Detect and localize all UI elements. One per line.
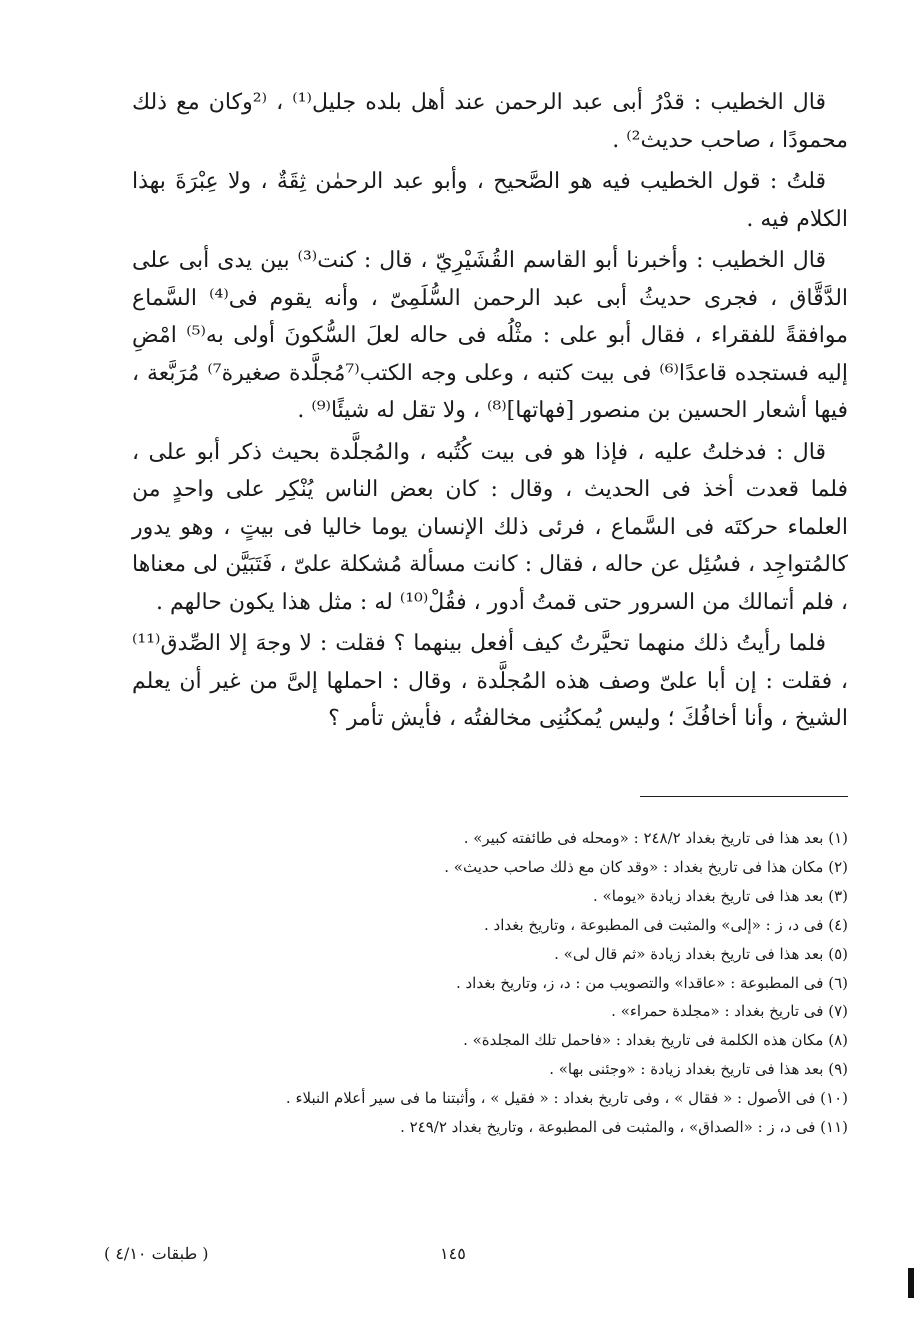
footnote-6: (٦) فى المطبوعة : «عاقدا» والتصويب من : د، ز، وتاريخ بغداد . (455, 973, 848, 992)
footnote-11: (١١) فى د، ز : «الصداق» ، والمثبت فى المطبوعة ، وتاريخ بغداد ٢٤٩/٢ . (400, 1118, 848, 1137)
footnote-7: (٧) فى تاريخ بغداد : «مجلدة حمراء» . (611, 1002, 848, 1021)
paragraph-1: قال الخطيب : قدْرُ أبى عبد الرحمن عند أهل بلده جليل⁽¹⁾ ، ⁽²وكان مع ذلك محمودًا ، صاحب حديث²⁾ . (132, 90, 848, 153)
footnote-5: (٥) بعد هذا فى تاريخ بغداد زيادة «ثم قال لى» . (554, 944, 848, 963)
page-number: ١٤٥ (440, 1244, 466, 1263)
footnote-3: (٣) بعد هذا فى تاريخ بغداد زيادة «يوما» . (593, 886, 848, 905)
footnote-9: (٩) بعد هذا فى تاريخ بغداد زيادة : «وجئنى بها» . (549, 1060, 848, 1079)
scan-edge-mark (908, 1268, 914, 1298)
footnote-separator (640, 796, 848, 797)
footnote-1: (١) بعد هذا فى تاريخ بغداد ٢٤٨/٢ : «ومحله فى طائفته كبير» . (463, 829, 848, 847)
signature-mark: ( طبقات ٤/١٠ ) (104, 1244, 209, 1263)
footnotes (132, 824, 848, 1142)
footnote-2: (٢) مكان هذا فى تاريخ بغداد : «وقد كان مع ذلك صاحب حديث» . (444, 857, 848, 876)
paragraph-3: قال الخطيب : وأخبرنا أبو القاسم القُشَيْرِيّ ، قال : كنت⁽³⁾ بين يدى أبى على الدَّقَّاق ، فجرى حديثُ أبى عبد الرحمن السُّلَمِىّ ، وأنه يقوم فى⁽⁴⁾ السَّماع موافقةً للفقراء ، فقال أبو على : مثْلُه فى حاله لعلَ السُّكونَ أولى به⁽⁵⁾ امْضِ إليه فستجده قاعدًا⁽⁶⁾ فى بيت كتبه ، وعلى وجه الكتب⁽⁷مُجلَّدة صغيرة⁷⁾ مُرَبَّعة ، فيها أشعار الحسين بن منصور [فهاتها]⁽⁸⁾ ، ولا تقل له شيئًا⁽⁹⁾ . (132, 248, 849, 423)
footnote-4: (٤) فى د، ز : «إلى» والمثبت فى المطبوعة ، وتاريخ بغداد . (484, 915, 848, 934)
paragraph-2: قلتُ : قول الخطيب فيه هو الصَّحيح ، وأبو عبد الرحمٰن ثِقَةٌ ، ولا عِبْرَةَ بهذا الكلام فيه . (132, 169, 848, 232)
footnote-8: (٨) مكان هذه الكلمة فى تاريخ بغداد : «فاحمل تلك المجلدة» . (463, 1031, 848, 1050)
paragraph-4: قال : فدخلتُ عليه ، فإذا هو فى بيت كُتُبه ، والمُجلَّدة بحيث ذكر أبو على ، فلما قعدت أخذ فى الحديث ، وقال : كان بعض الناس يُنْكِر على واحدٍ من العلماء حركتَه فى السَّماع ، فرئى ذلك الإنسان يوما خاليا فى بيتٍ ، وهو يدور كالمُتواجِد ، فسُئِل عن حاله ، فقال : كانت مسألة مُشكلة علىّ ، فَتَبَيَّن لى معناها ، فلم أتمالك من السرور حتى قمتُ أدور ، فقُلْ⁽¹⁰⁾ له : مثل هذا يكون حالهم . (132, 439, 848, 615)
main-text (132, 84, 848, 738)
paragraph-5: فلما رأيتُ ذلك منهما تحيَّرتُ كيف أفعل بينهما ؟ فقلت : لا وجهَ إلا الصِّدق⁽¹¹⁾ ، فقلت : إن أبا علىّ وصف هذه المُجلَّدة ، وقال : احملها إلىَّ من غير أن يعلم الشيخ ، وأنا أخافُكَ ؛ وليس يُمكنُنِى مخالفتُه ، فأيش تأمر ؟ (132, 631, 848, 731)
footnote-10: (١٠) فى الأصول : « فقال » ، وفى تاريخ بغداد : « فقيل » ، وأثبتنا ما فى سير أعلام النبلاء . (285, 1089, 848, 1108)
